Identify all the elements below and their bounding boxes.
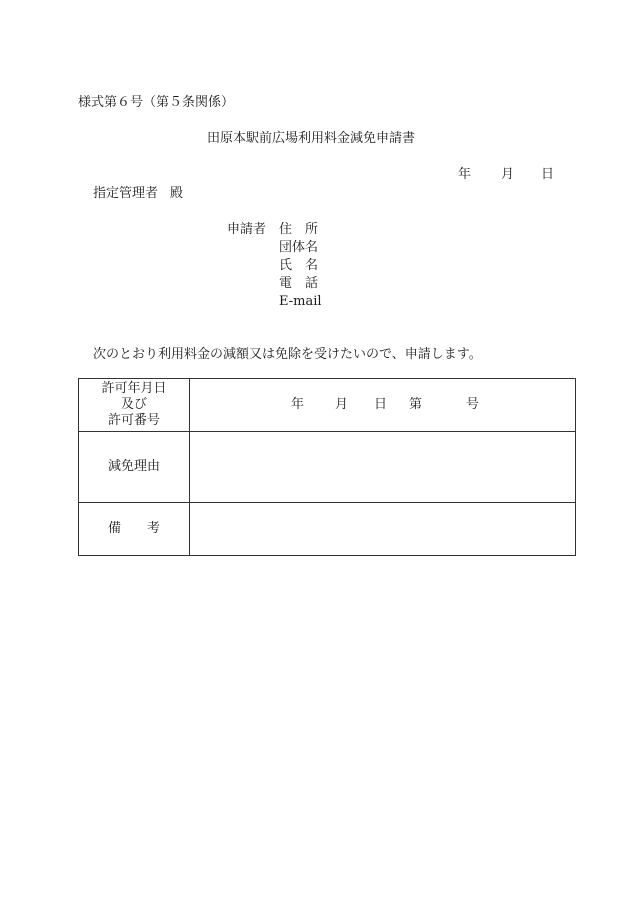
permit-month-label: 月	[335, 397, 349, 412]
permit-number-prefix: 第	[409, 397, 423, 412]
applicant-phone-label: 電 話	[279, 276, 319, 291]
permit-label-line: 及び	[120, 397, 147, 412]
recipient	[93, 187, 183, 200]
permit-label-line: 許可年月日	[101, 381, 167, 396]
permit-label-cell	[79, 379, 190, 432]
date-day-label: 日	[541, 167, 555, 182]
remarks-label-char: 考	[147, 521, 161, 536]
recipient-name: 指定管理者	[93, 186, 159, 201]
reason-row	[79, 432, 576, 503]
remarks-value-cell[interactable]	[190, 503, 576, 556]
remarks-label	[79, 503, 190, 556]
applicant-email-label: E-mail	[279, 294, 322, 309]
recipient-honorific: 殿	[170, 186, 184, 201]
form-number: 様式第６号（第５条関係）	[78, 95, 235, 110]
permit-number-suffix: 号	[466, 397, 480, 412]
permit-year-label: 年	[291, 397, 305, 412]
applicant-address-label: 住 所	[279, 222, 319, 237]
applicant-fields	[279, 223, 322, 313]
applicant-organization-label: 団体名	[279, 240, 319, 255]
date-line	[455, 168, 555, 182]
date-month-label: 月	[501, 167, 515, 182]
request-text: 次のとおり利用料金の減額又は免除を受けたいので、申請します。	[93, 347, 482, 362]
application-table	[78, 378, 576, 556]
reason-label: 減免理由	[79, 432, 190, 503]
permit-row	[79, 379, 576, 432]
remarks-row	[79, 503, 576, 556]
applicant-label: 申請者	[227, 222, 267, 237]
document-title: 田原本駅前広場利用料金減免申請書	[207, 131, 416, 146]
remarks-label-char: 備	[107, 521, 121, 536]
permit-value-cell[interactable]	[190, 379, 576, 432]
date-year-label: 年	[458, 167, 472, 182]
permit-label-line: 許可番号	[107, 413, 160, 428]
permit-day-label: 日	[374, 397, 388, 412]
permit-fields	[190, 398, 575, 412]
applicant-name-label: 氏 名	[279, 258, 319, 273]
reason-value-cell[interactable]	[190, 432, 576, 503]
